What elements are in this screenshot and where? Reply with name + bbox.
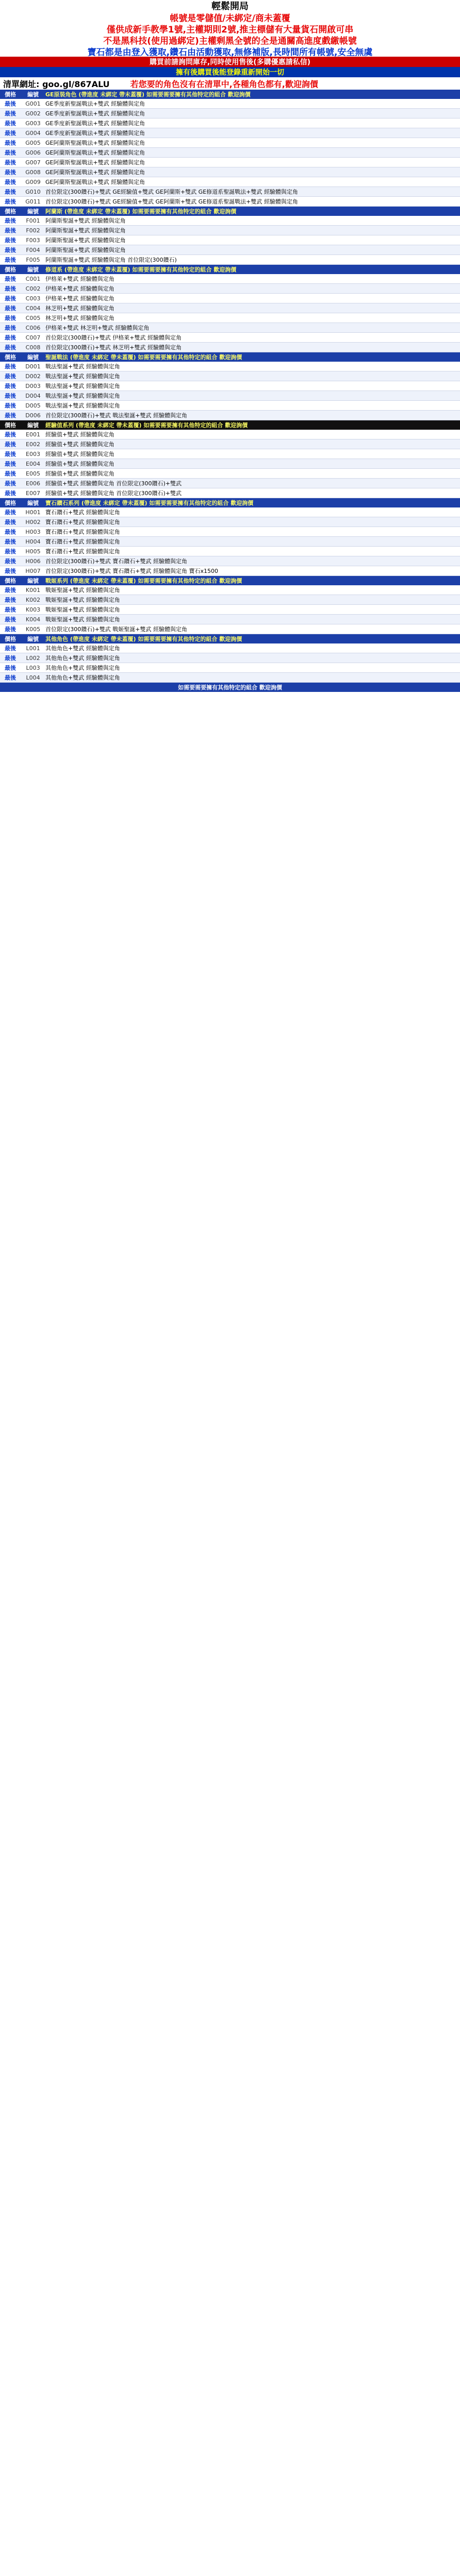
section-header-num: 價格: [5, 354, 16, 361]
list-item[interactable]: [0, 362, 460, 371]
page-header: [0, 0, 460, 77]
item-description: 戰法聖誕+雙武 經驗體與定角: [45, 373, 120, 380]
item-price: 最後: [5, 412, 16, 419]
list-item[interactable]: [0, 303, 460, 313]
item-price: 最後: [5, 461, 16, 467]
list-item[interactable]: [0, 274, 460, 284]
item-code: G011: [25, 198, 41, 205]
item-price: 最後: [5, 100, 16, 107]
list-item[interactable]: [0, 411, 460, 420]
item-code: K005: [25, 625, 41, 633]
item-description: 林芝明+雙武 經驗體與定角: [45, 305, 114, 312]
item-price: 最後: [5, 285, 16, 292]
item-code: E001: [26, 431, 40, 438]
item-price: 最後: [5, 217, 16, 224]
price-list: [0, 90, 460, 683]
item-price: 最後: [5, 130, 16, 137]
list-item[interactable]: [0, 371, 460, 381]
item-code: G007: [25, 159, 41, 166]
list-item[interactable]: [0, 430, 460, 439]
item-description: 阿蘭斯聖誕+雙武 經驗體與定角: [45, 237, 126, 244]
list-item[interactable]: [0, 517, 460, 527]
list-item[interactable]: [0, 643, 460, 653]
item-code: G005: [25, 139, 41, 146]
section-header-title: 聖誕戰法 (帶進度 未綁定 帶未蓋覆) 如需要需要擁有其他特定的組合 歡迎詢價: [45, 354, 242, 361]
list-item[interactable]: [0, 556, 460, 566]
item-code: L004: [26, 674, 40, 681]
item-description: 經驗值+雙武 經驗體與定角 首位限定(300鑽石)+雙武: [45, 490, 182, 497]
item-price: 最後: [5, 189, 16, 195]
item-description: GE阿蘭斯聖誕戰法+雙武 經驗體與定角: [45, 179, 145, 185]
item-price: 最後: [5, 441, 16, 448]
section-header-code: 編號: [27, 578, 39, 584]
item-price: 最後: [5, 470, 16, 477]
item-price: 最後: [5, 305, 16, 312]
list-item[interactable]: [0, 109, 460, 118]
item-description: 寶石鑽石+雙武 經驗體與定角: [45, 529, 120, 535]
item-price: 最後: [5, 227, 16, 234]
list-item[interactable]: [0, 313, 460, 323]
item-price: 最後: [5, 490, 16, 497]
section-header: [0, 498, 460, 507]
section-header: [0, 90, 460, 99]
list-item[interactable]: [0, 507, 460, 517]
item-description: GE阿蘭斯聖誕戰法+雙武 經驗體與定角: [45, 159, 145, 166]
item-code: G004: [25, 129, 41, 137]
item-description: 林芝明+雙武 經驗體與定角: [45, 315, 114, 321]
section-header: [0, 634, 460, 643]
list-item[interactable]: [0, 488, 460, 498]
item-description: GE阿蘭斯聖誕戰法+雙武 經驗體與定角: [45, 140, 145, 146]
item-description: 阿蘭斯聖誕+雙武 經驗體與定角: [45, 217, 126, 224]
item-code: F003: [26, 236, 40, 244]
item-code: G010: [25, 188, 41, 195]
item-description: 首位限定(300鑽石)+雙武 寶石鑽石+雙武 經驗體與定角: [45, 558, 188, 565]
item-code: E006: [26, 480, 40, 487]
list-item[interactable]: [0, 653, 460, 663]
item-code: D003: [25, 382, 41, 389]
list-item[interactable]: [0, 605, 460, 615]
item-price: 最後: [5, 344, 16, 351]
url-label[interactable]: 清單網址: goo.gl/867ALU: [3, 79, 110, 89]
item-price: 最後: [5, 363, 16, 370]
item-code: K003: [25, 606, 41, 613]
item-price: 最後: [5, 325, 16, 331]
item-price: 最後: [5, 149, 16, 156]
header-line: 輕鬆開局: [211, 1, 249, 11]
section-header-code: 編號: [27, 266, 39, 273]
item-price: 最後: [5, 519, 16, 526]
section-header-title: 阿蘭斯 (帶進度 未綁定 帶未蓋覆) 如需要需要擁有其他特定的組合 歡迎詢價: [45, 208, 237, 215]
header-line: 僅供成新手教學1號,主權期則2號,推主標儲有大量貨石開啟可串: [106, 24, 354, 34]
item-code: K002: [25, 596, 41, 603]
item-description: 其他角色+雙武 經驗體與定角: [45, 665, 120, 671]
list-item[interactable]: [0, 459, 460, 469]
item-price: 最後: [5, 179, 16, 185]
header-line: 不是黑科技(使用過綁定)主權剩黑全號的全是通關高進度戲繳帳號: [103, 36, 357, 45]
list-item[interactable]: [0, 449, 460, 459]
list-item[interactable]: [0, 187, 460, 197]
list-item[interactable]: [0, 673, 460, 683]
section-header-num: 價格: [5, 500, 16, 506]
section-header-title: 戰姬系列 (帶進度 未綁定 帶未蓋覆) 如需要需要擁有其他特定的組合 歡迎詢價: [45, 578, 242, 584]
list-item[interactable]: [0, 615, 460, 624]
item-price: 最後: [5, 665, 16, 671]
item-description: 伊格萊+雙武 經驗體與定角: [45, 285, 114, 292]
section-header-code: 編號: [27, 208, 39, 215]
section-header-code: 編號: [27, 500, 39, 506]
item-code: H005: [25, 548, 41, 555]
url-bar: [0, 77, 460, 90]
item-description: 寶石鑽石+雙武 經驗體與定角: [45, 509, 120, 516]
section-header-num: 價格: [5, 91, 16, 98]
item-price: 最後: [5, 237, 16, 244]
item-price: 最後: [5, 257, 16, 263]
item-description: 阿蘭斯聖誕+雙武 經驗體與定角 首位限定(300鑽石): [45, 257, 177, 263]
item-code: F005: [26, 256, 40, 263]
item-code: C004: [25, 304, 41, 312]
list-item[interactable]: [0, 216, 460, 226]
item-code: H003: [25, 528, 41, 535]
header-line: 寶石都是由登入獲取,鑽石由活動獲取,無修補版,長時間所有帳號,安全無虞: [87, 47, 373, 57]
list-item[interactable]: [0, 148, 460, 158]
item-code: D001: [25, 363, 41, 370]
section-header-title: 寶石鑽石系列 (帶進度 未綁定 帶未蓋覆) 如需要需要擁有其他特定的組合 歡迎詢價: [45, 500, 254, 506]
list-item[interactable]: [0, 333, 460, 343]
item-price: 最後: [5, 597, 16, 603]
item-code: E004: [26, 460, 40, 467]
list-item[interactable]: [0, 197, 460, 207]
item-code: G003: [25, 120, 41, 127]
list-item[interactable]: [0, 99, 460, 109]
item-code: L002: [26, 654, 40, 662]
item-price: 最後: [5, 315, 16, 321]
item-price: 最後: [5, 626, 16, 633]
section-header-title: 其他角色 (帶進度 未綁定 帶未蓋覆) 如需要需要擁有其他特定的組合 歡迎詢價: [45, 636, 242, 642]
item-price: 最後: [5, 169, 16, 176]
item-description: 寶石鑽石+雙武 經驗體與定角: [45, 519, 120, 526]
item-price: 最後: [5, 509, 16, 516]
list-item[interactable]: [0, 294, 460, 303]
section-header-num: 價格: [5, 422, 16, 429]
item-price: 最後: [5, 451, 16, 457]
item-description: 伊格萊+雙武 經驗體與定角: [45, 295, 114, 302]
item-description: 其他角色+雙武 經驗體與定角: [45, 674, 120, 681]
list-item[interactable]: [0, 439, 460, 449]
item-description: 戰法聖誕+雙武 經驗體與定角: [45, 383, 120, 389]
item-price: 最後: [5, 159, 16, 166]
item-description: 戰姬聖誕+雙武 經驗體與定角: [45, 587, 120, 594]
item-description: 寶石鑽石+雙武 經驗體與定角: [45, 548, 120, 555]
list-item[interactable]: [0, 469, 460, 479]
item-description: 經驗值+雙武 經驗體與定角: [45, 461, 114, 467]
item-code: H006: [25, 557, 41, 565]
item-description: 阿蘭斯聖誕+雙武 經驗體與定角: [45, 247, 126, 253]
item-price: 最後: [5, 606, 16, 613]
item-price: 最後: [5, 587, 16, 594]
section-header: [0, 207, 460, 216]
item-code: G009: [25, 178, 41, 185]
item-description: 戰姬聖誕+雙武 經驗體與定角: [45, 597, 120, 603]
item-description: 經驗值+雙武 經驗體與定角: [45, 431, 114, 438]
item-description: 戰法聖誕+雙武 經驗體與定角: [45, 402, 120, 409]
section-header-code: 編號: [27, 422, 39, 429]
item-price: 最後: [5, 558, 16, 565]
item-description: 經驗值+雙武 經驗體與定角: [45, 451, 114, 457]
item-price: 最後: [5, 529, 16, 535]
list-item[interactable]: [0, 245, 460, 255]
item-code: L003: [26, 664, 40, 671]
list-item[interactable]: [0, 128, 460, 138]
section-header: [0, 420, 460, 430]
list-item[interactable]: [0, 284, 460, 294]
header-band: 擁有後購買後能登錄重新開始一切: [0, 67, 460, 77]
list-item[interactable]: [0, 537, 460, 547]
item-code: D005: [25, 402, 41, 409]
item-description: GE阿蘭斯聖誕戰法+雙武 經驗體與定角: [45, 169, 145, 176]
list-item[interactable]: [0, 343, 460, 352]
item-price: 最後: [5, 645, 16, 652]
item-price: 最後: [5, 568, 16, 574]
item-code: F002: [26, 227, 40, 234]
list-item[interactable]: [0, 167, 460, 177]
item-description: 阿蘭斯聖誕+雙武 經驗體與定角: [45, 227, 126, 234]
item-price: 最後: [5, 431, 16, 438]
list-item[interactable]: [0, 255, 460, 265]
item-description: GE季度新聖誕戰法+雙武 經驗體與定角: [45, 110, 145, 117]
item-code: G001: [25, 100, 41, 107]
item-code: F004: [26, 246, 40, 253]
list-item[interactable]: [0, 323, 460, 333]
item-code: G002: [25, 110, 41, 117]
item-description: 首位限定(300鑽石)+雙武 林芝明+雙武 經驗體與定角: [45, 344, 182, 351]
section-header: [0, 576, 460, 585]
item-description: GE季度新聖誕戰法+雙武 經驗體與定角: [45, 130, 145, 137]
list-item[interactable]: [0, 381, 460, 391]
list-item[interactable]: [0, 663, 460, 673]
item-code: H007: [25, 567, 41, 574]
list-item[interactable]: [0, 595, 460, 605]
item-description: 戰法聖誕+雙武 經驗體與定角: [45, 393, 120, 399]
list-item[interactable]: [0, 547, 460, 556]
item-description: 戰法聖誕+雙武 經驗體與定角: [45, 363, 120, 370]
list-item[interactable]: [0, 585, 460, 595]
item-price: 最後: [5, 548, 16, 555]
item-description: 伊格萊+雙武 經驗體與定角: [45, 276, 114, 282]
section-header-num: 價格: [5, 636, 16, 642]
list-item[interactable]: [0, 624, 460, 634]
item-code: C001: [25, 275, 41, 282]
item-price: 最後: [5, 616, 16, 623]
section-header-num: 價格: [5, 578, 16, 584]
list-item[interactable]: [0, 118, 460, 128]
item-price: 最後: [5, 373, 16, 380]
list-item[interactable]: [0, 177, 460, 187]
section-header-code: 編號: [27, 636, 39, 642]
item-price: 最後: [5, 538, 16, 545]
item-description: 首位限定(300鑽石)+雙武 伊格萊+雙武 經驗體與定角: [45, 334, 182, 341]
item-description: 首位限定(300鑽石)+雙武 戰姬聖誕+雙武 經驗體與定角: [45, 626, 188, 633]
item-description: 其他角色+雙武 經驗體與定角: [45, 655, 120, 662]
item-price: 最後: [5, 393, 16, 399]
item-description: 伊格萊+雙武 林芝明+雙武 經驗體與定角: [45, 325, 150, 331]
item-price: 最後: [5, 383, 16, 389]
item-code: H001: [25, 509, 41, 516]
item-code: E005: [26, 470, 40, 477]
item-code: H004: [25, 538, 41, 545]
section-header-title: 修道系 (帶進度 未綁定 帶未蓋覆) 如需要需要擁有其他特定的組合 歡迎詢價: [45, 266, 237, 273]
item-price: 最後: [5, 402, 16, 409]
item-description: 戰姬聖誕+雙武 經驗體與定角: [45, 616, 120, 623]
section-header-title: 經驗值系列 (帶進度 未綁定 帶未蓋覆) 如需要需要擁有其他特定的組合 歡迎詢價: [45, 422, 248, 429]
list-item[interactable]: [0, 226, 460, 235]
item-price: 最後: [5, 276, 16, 282]
item-code: C005: [25, 314, 41, 321]
section-header-num: 價格: [5, 266, 16, 273]
section-header-code: 編號: [27, 91, 39, 98]
item-code: C006: [25, 324, 41, 331]
item-price: 最後: [5, 247, 16, 253]
url-note: 若您要的角色沒有在清單中,各種角色都有,歡迎詢價: [130, 79, 318, 89]
item-price: 最後: [5, 295, 16, 302]
item-description: 戰姬聖誕+雙武 經驗體與定角: [45, 606, 120, 613]
item-code: D002: [25, 372, 41, 380]
item-code: D006: [25, 412, 41, 419]
item-code: C007: [25, 334, 41, 341]
item-description: 首位限定(300鑽石)+雙武 GE經驗值+雙武 GE阿蘭斯+雙武 GE修道系聖誕戰法+雙武 經驗體與定角: [45, 198, 298, 205]
item-description: 寶石鑽石+雙武 經驗體與定角: [45, 538, 120, 545]
item-price: 最後: [5, 655, 16, 662]
item-description: 經驗值+雙武 經驗體與定角 首位限定(300鑽石)+雙武: [45, 480, 182, 487]
item-code: C003: [25, 295, 41, 302]
item-description: GE季度新聖誕戰法+雙武 經驗體與定角: [45, 120, 145, 127]
item-code: E003: [26, 450, 40, 457]
item-code: H002: [25, 518, 41, 526]
header-band: 購買前請詢問庫存,同時使用售後(多購優惠請私信): [0, 57, 460, 67]
item-price: 最後: [5, 480, 16, 487]
item-price: 最後: [5, 334, 16, 341]
item-description: 首位限定(300鑽石)+雙武 GE經驗值+雙武 GE阿蘭斯+雙武 GE修道系聖誕戰法+雙武 經驗體與定角: [45, 189, 298, 195]
item-code: D004: [25, 392, 41, 399]
item-price: 最後: [5, 110, 16, 117]
section-header: [0, 352, 460, 362]
section-header: [0, 265, 460, 274]
list-item[interactable]: [0, 235, 460, 245]
item-code: E007: [26, 489, 40, 497]
item-code: K001: [25, 586, 41, 594]
item-code: E002: [26, 440, 40, 448]
item-code: L001: [26, 645, 40, 652]
item-description: 經驗值+雙武 經驗體與定角: [45, 470, 114, 477]
item-code: K004: [25, 616, 41, 623]
item-description: 首位限定(300鑽石)+雙武 戰法聖誕+雙武 經驗體與定角: [45, 412, 188, 419]
item-price: 最後: [5, 120, 16, 127]
item-code: C008: [25, 344, 41, 351]
list-item[interactable]: [0, 479, 460, 488]
item-code: G008: [25, 168, 41, 176]
item-price: 最後: [5, 140, 16, 146]
header-line: 帳號是零儲值/未綁定/商未蓋覆: [170, 13, 290, 23]
item-code: C002: [25, 285, 41, 292]
item-price: 最後: [5, 674, 16, 681]
item-description: 首位限定(300鑽石)+雙武 寶石鑽石+雙武 經驗體與定角 寶石x1500: [45, 568, 219, 574]
item-code: F001: [26, 217, 40, 224]
list-item[interactable]: [0, 566, 460, 576]
list-item[interactable]: [0, 391, 460, 401]
list-item[interactable]: [0, 527, 460, 537]
item-description: GE季度新聖誕戰法+雙武 經驗體與定角: [45, 100, 145, 107]
page-footer: 如需要需要擁有其他特定的組合 歡迎詢價: [0, 683, 460, 692]
item-description: 其他角色+雙武 經驗體與定角: [45, 645, 120, 652]
list-item[interactable]: [0, 138, 460, 148]
item-description: GE阿蘭斯聖誕戰法+雙武 經驗體與定角: [45, 149, 145, 156]
list-item[interactable]: [0, 401, 460, 411]
item-code: G006: [25, 149, 41, 156]
item-price: 最後: [5, 198, 16, 205]
section-header-num: 價格: [5, 208, 16, 215]
item-description: 經驗值+雙武 經驗體與定角: [45, 441, 114, 448]
list-item[interactable]: [0, 158, 460, 167]
section-header-title: GE原裝角色 (帶進度 未綁定 帶未蓋覆) 如需要需要擁有其他特定的組合 歡迎詢價: [45, 91, 251, 98]
section-header-code: 編號: [27, 354, 39, 361]
